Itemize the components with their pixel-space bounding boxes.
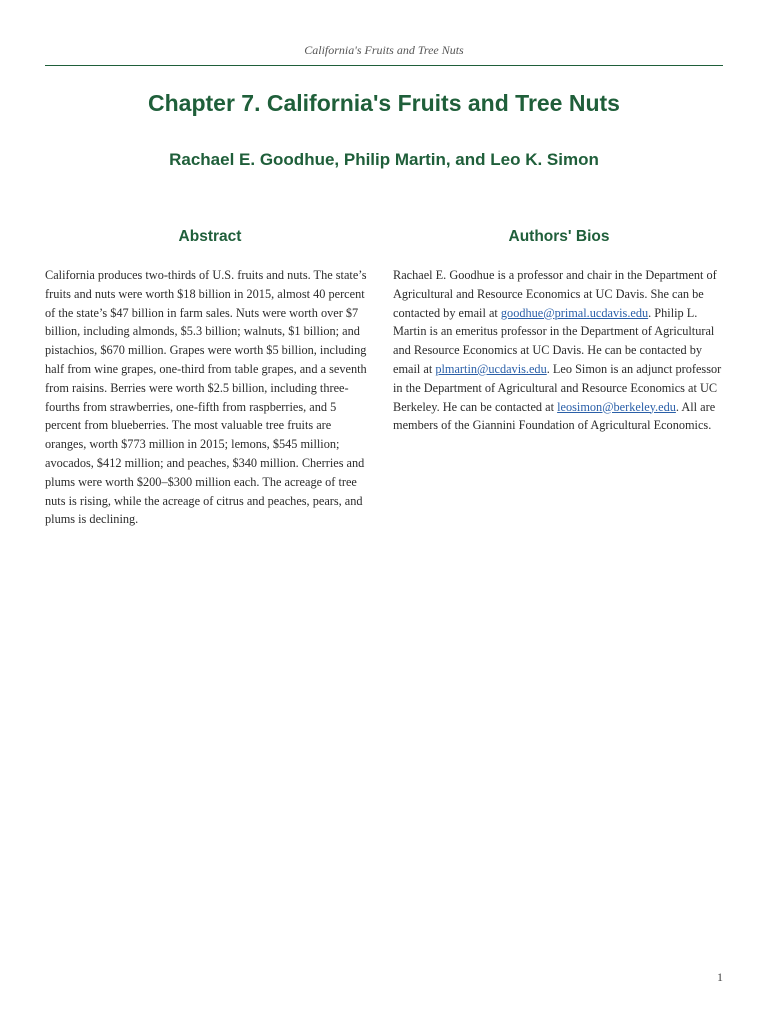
- running-header: California's Fruits and Tree Nuts: [304, 43, 464, 57]
- bios-text-part-4: . All are members of the Giannini Foundation of Agricultural Economics.: [393, 399, 716, 433]
- bios-text: [393, 266, 725, 435]
- bios-text-part-2: . Philip L. Martin is an emeritus professor in the Department of Agricultural and Resource Economics at UC Davis. He can be contacted by email at: [393, 305, 715, 376]
- bios-text-part-1: Rachael E. Goodhue is a professor and chair in the Department of Agricultural and Resource Economics at UC Davis. She can be contacted by email at: [393, 268, 717, 320]
- abstract-text: California produces two-thirds of U.S. fruits and nuts. The state’s fruits and nuts were worth $18 billion in 2015, almost 40 percent of the state’s $47 billion in farm sales. Nuts were worth over $7 billion, including almonds, $5.3 billion; walnuts, $1 billion; and pistachios, $670 million. Grapes were worth $5 billion, including half from wine grapes, one-third from table grapes, and a seventh from raisins. Berries were worth $2.5 billion, including three-fourths from strawberries, one-fifth from raspberries, and 5 percent from blueberries. The most valuable tree fruits are oranges, worth $773 million in 2015; lemons, $545 million; avocados, $412 million; and peaches, $340 million. Cherries and plums were worth $200–$300 million each. The acreage of tree nuts is rising, while the acreage of citrus and peaches, pears, and plums is declining.: [45, 268, 367, 527]
- header-rule: [45, 65, 723, 66]
- bios-section: [393, 226, 725, 435]
- chapter-title: Chapter 7. California's Fruits and Tree Nuts: [148, 90, 620, 116]
- abstract-section: [45, 226, 375, 529]
- bios-heading: Authors' Bios: [508, 228, 610, 245]
- page-number: 1: [717, 970, 723, 984]
- bios-text-part-3: . Leo Simon is an adjunct professor in the Department of Agricultural and Resource Economics at UC Berkeley. He can be contacted at: [393, 361, 722, 414]
- author-list: Rachael E. Goodhue, Philip Martin, and Leo K. Simon: [169, 150, 599, 169]
- email-link-goodhue[interactable]: goodhue@primal.ucdavis.edu: [500, 305, 649, 320]
- abstract-heading: Abstract: [178, 228, 242, 245]
- email-link-simon[interactable]: leosimon@berkeley.edu: [557, 399, 676, 414]
- email-link-martin[interactable]: plmartin@ucdavis.edu: [435, 361, 547, 376]
